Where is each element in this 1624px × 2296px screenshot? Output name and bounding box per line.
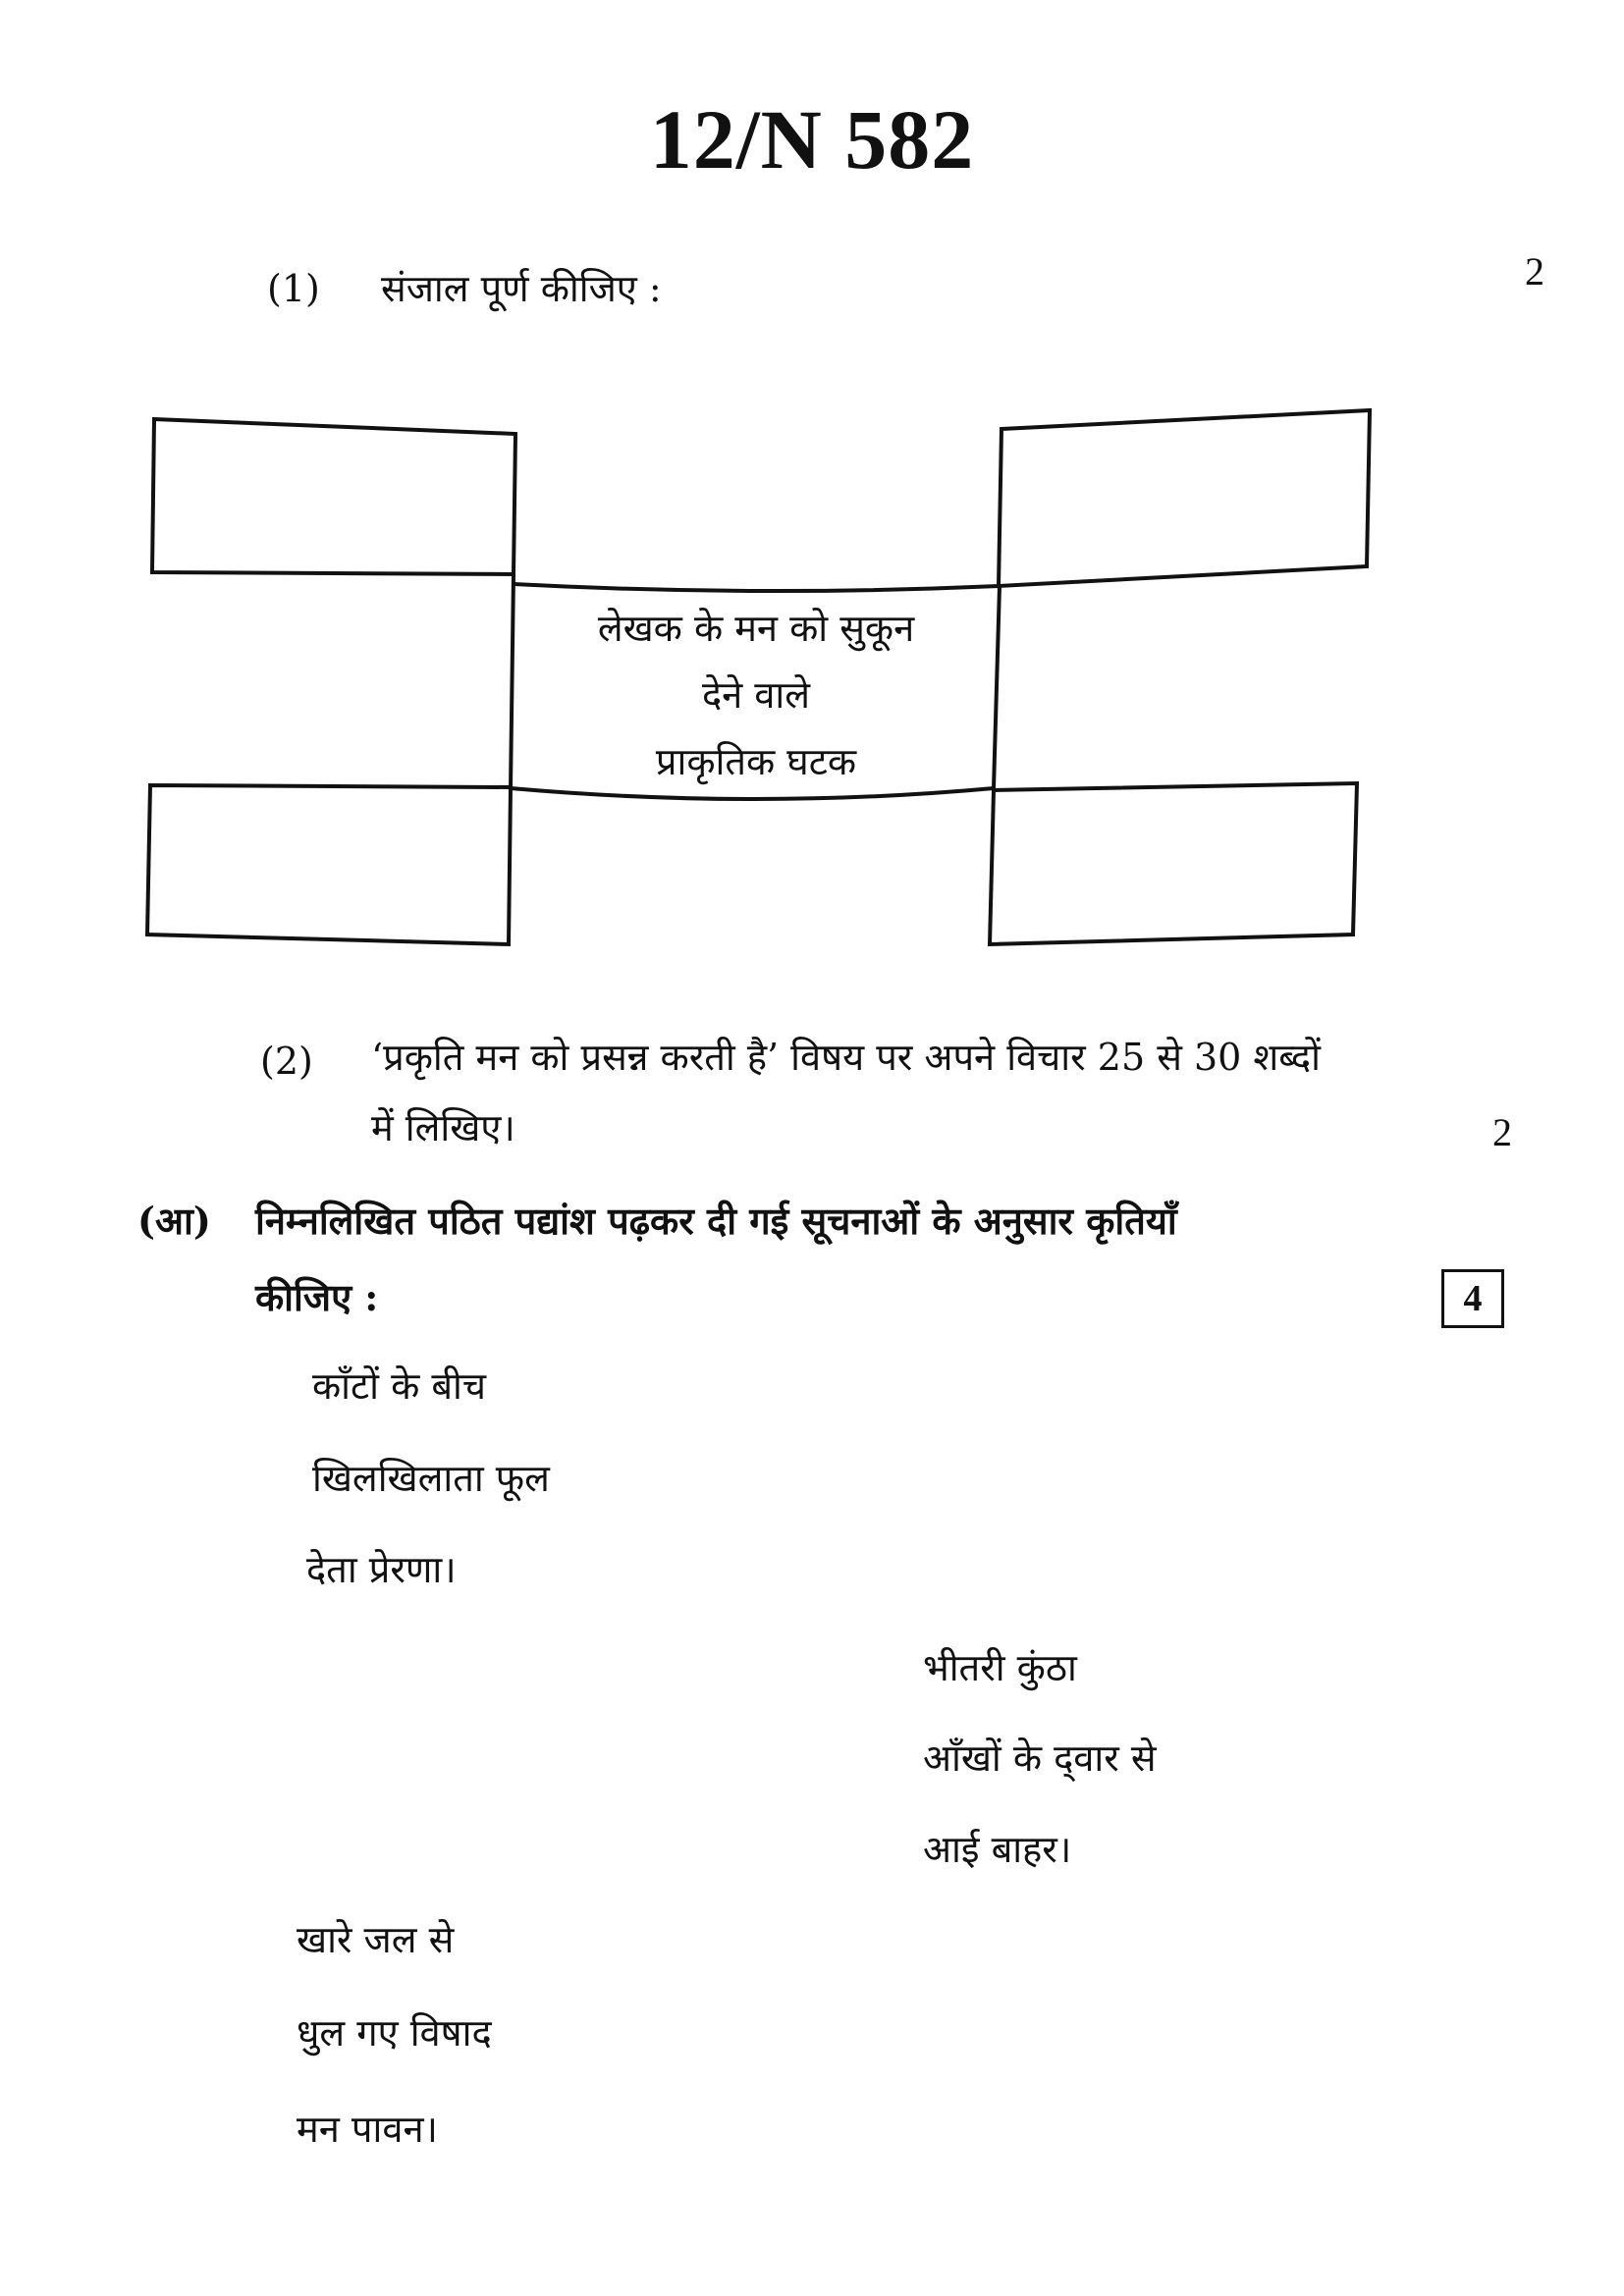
web-box-top-right <box>999 410 1370 586</box>
section-aa-line-2: कीजिए : <box>255 1275 379 1319</box>
poem-stanza2-line1: भीतरी कुंठा <box>923 1646 1077 1689</box>
q2-number: (2) <box>260 1040 313 1083</box>
web-center-left-edge <box>511 574 514 788</box>
q1-marks: 2 <box>1525 249 1544 294</box>
section-aa-label: (आ) <box>137 1199 211 1243</box>
poem-stanza1-line3: देता प्रेरणा। <box>306 1548 457 1591</box>
section-aa-marks-box: 4 <box>1441 1269 1504 1328</box>
q2-line-1: ‘प्रकृति मन को प्रसन्न करती है’ विषय पर अपने विचार 25 से 30 शब्दों <box>371 1036 1321 1079</box>
web-center-line-2: देने वाले <box>701 673 811 717</box>
poem-stanza3-line2: धुल गए विषाद <box>297 2011 492 2055</box>
poem-stanza2-line2: आँखों के द्‌वार से <box>923 1736 1157 1780</box>
poem-stanza1-line1: काँटों के बीच <box>312 1364 487 1408</box>
poem-stanza3-line3: मन पावन। <box>297 2108 438 2151</box>
q1-number: (1) <box>267 267 320 310</box>
web-center-top-edge <box>514 584 1000 591</box>
q2-line-2: में लिखिए। <box>371 1106 515 1149</box>
web-box-top-left <box>152 419 515 574</box>
web-box-bottom-left <box>147 785 511 944</box>
poem-stanza3-line1: खारे जल से <box>297 1918 455 1961</box>
poem-stanza2-line3: आई बाहर। <box>923 1828 1072 1871</box>
q1-instruction: संजाल पूर्ण कीजिए : <box>381 267 662 310</box>
web-center-line-3: प्राकृतिक घटक <box>655 740 857 783</box>
q2-marks: 2 <box>1492 1110 1512 1154</box>
web-box-bottom-right <box>990 783 1357 944</box>
section-aa-line-1: निम्नलिखित पठित पद्यांश पढ़कर दी गई सूचनाओं के अनुसार कृतियाँ <box>255 1199 1177 1243</box>
paper-code: 12/N 582 <box>649 92 975 187</box>
web-center-line-1: लेखक के मन को सुकून <box>597 607 915 650</box>
poem-stanza1-line2: खिलखिलाता फूल <box>312 1457 550 1500</box>
concept-web-diagram <box>0 0 1624 982</box>
web-center-node <box>530 595 982 795</box>
web-center-right-edge <box>994 586 1000 788</box>
